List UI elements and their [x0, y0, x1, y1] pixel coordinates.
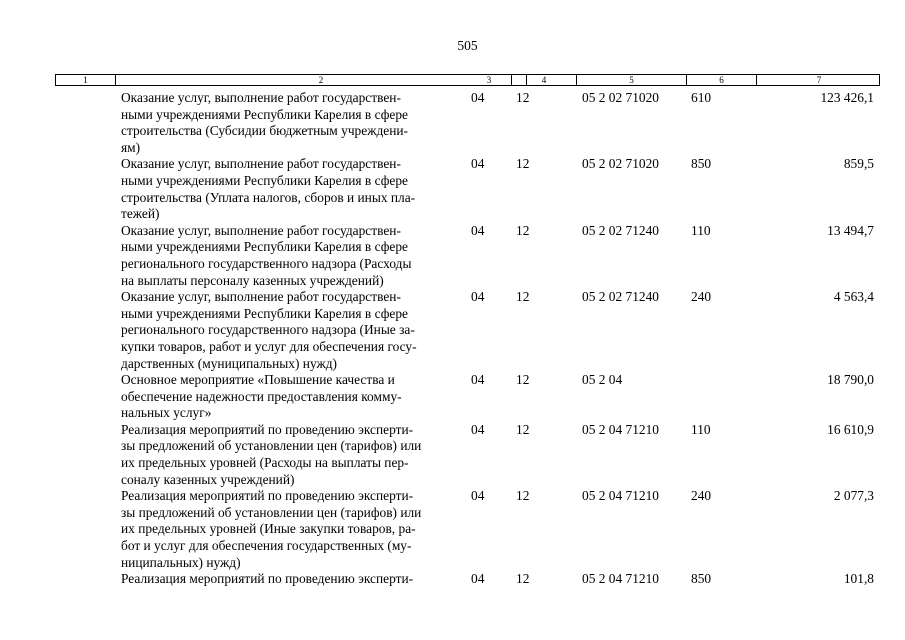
- amount: 4 563,4: [833, 289, 874, 305]
- subsection-code: 12: [516, 289, 530, 305]
- row-description: [121, 289, 466, 372]
- subsection-code: 12: [516, 488, 530, 504]
- section-code: 04: [471, 488, 485, 504]
- target-article-code: 05 2 04 71210: [582, 421, 659, 437]
- page-number: 505: [457, 38, 478, 53]
- target-article-code: 05 2 02 71240: [582, 222, 659, 238]
- expense-type-code: 850: [691, 156, 712, 172]
- target-article-code: 05 2 04 71210: [582, 571, 659, 587]
- description-line: ными учреждениями Республики Карелия в сфере: [121, 239, 408, 255]
- description-line: бот и услуг для обеспечения государственных (му-: [121, 538, 412, 554]
- expense-type-code: 240: [691, 289, 712, 305]
- description-line: на выплаты персоналу казенных учреждений): [121, 272, 384, 288]
- description-line: Оказание услуг, выполнение работ государствен-: [121, 156, 401, 172]
- table-row: [0, 372, 905, 422]
- section-code: 04: [471, 571, 485, 587]
- description-line: дарственных (муниципальных) нужд): [121, 355, 337, 371]
- header-col-2: 2: [116, 75, 527, 85]
- header-col-5: 5: [577, 75, 687, 85]
- header-col-6: 6: [687, 75, 757, 85]
- description-line: обеспечение надежности предоставления комму-: [121, 388, 402, 404]
- header-col-7: 7: [816, 75, 822, 85]
- description-line: регионального государственного надзора (Расходы: [121, 255, 412, 271]
- subsection-code: 12: [516, 156, 530, 172]
- row-description: [121, 571, 466, 588]
- amount: 859,5: [843, 156, 874, 172]
- expense-type-code: 610: [691, 90, 712, 105]
- description-line: ными учреждениями Республики Карелия в сфере: [121, 305, 408, 321]
- section-code: 04: [471, 289, 485, 305]
- expense-type-code: 240: [691, 488, 712, 504]
- target-article-code: 05 2 02 71020: [582, 90, 659, 105]
- description-line: тежей): [121, 206, 160, 222]
- amount: 13 494,7: [827, 222, 874, 238]
- row-description: [121, 488, 466, 571]
- description-line: регионального государственного надзора (Иные за-: [121, 322, 415, 338]
- header-col-4: 4: [512, 75, 577, 85]
- description-line: Реализация мероприятий по проведению эксперти-: [121, 421, 414, 437]
- description-line: Реализация мероприятий по проведению эксперти-: [121, 488, 414, 504]
- row-description: [121, 372, 466, 422]
- expense-type-code: 850: [691, 571, 712, 587]
- section-code: 04: [471, 372, 485, 388]
- target-article-code: 05 2 04: [582, 372, 623, 388]
- table-row: [0, 223, 905, 289]
- row-description: [121, 422, 466, 488]
- description-line: нальных услуг»: [121, 405, 212, 421]
- expense-type-code: 110: [691, 222, 711, 238]
- description-line: ниципальных) нужд): [121, 554, 241, 570]
- amount: 18 790,0: [827, 372, 874, 388]
- section-code: 04: [471, 421, 485, 437]
- section-code: 04: [471, 156, 485, 172]
- table-row: [0, 571, 905, 588]
- description-line: их предельных уровней (Расходы на выплаты пер-: [121, 455, 409, 471]
- header-col-1: 1: [56, 75, 116, 85]
- amount: 101,8: [843, 571, 874, 587]
- table-row: [0, 90, 905, 156]
- table-row: [0, 156, 905, 222]
- table-row: [0, 422, 905, 488]
- description-line: Оказание услуг, выполнение работ государствен-: [121, 90, 401, 105]
- subsection-code: 12: [516, 222, 530, 238]
- amount: 2 077,3: [833, 488, 874, 504]
- row-description: [121, 156, 466, 222]
- description-line: их предельных уровней (Иные закупки товаров, ра-: [121, 521, 416, 537]
- header-col-3: 3: [467, 75, 512, 85]
- description-line: соналу казенных учреждений): [121, 471, 295, 487]
- amount: 123 426,1: [820, 90, 874, 105]
- target-article-code: 05 2 02 71020: [582, 156, 659, 172]
- subsection-code: 12: [516, 421, 530, 437]
- description-line: ям): [121, 139, 141, 155]
- subsection-code: 12: [516, 571, 530, 587]
- description-line: зы предложений об установлении цен (тарифов) или: [121, 438, 422, 454]
- row-description: [121, 223, 466, 289]
- description-line: строительства (Уплата налогов, сборов и иных пла-: [121, 189, 416, 205]
- section-code: 04: [471, 90, 485, 105]
- table-row: [0, 488, 905, 571]
- table-header: [55, 74, 880, 86]
- description-line: Реализация мероприятий по проведению эксперти-: [121, 571, 414, 587]
- description-line: Оказание услуг, выполнение работ государствен-: [121, 289, 401, 305]
- description-line: купки товаров, работ и услуг для обеспечения госу-: [121, 338, 417, 354]
- description-line: строительства (Субсидии бюджетным учреждени-: [121, 123, 408, 139]
- table-row: [0, 289, 905, 372]
- row-description: [121, 90, 466, 156]
- target-article-code: 05 2 02 71240: [582, 289, 659, 305]
- description-line: ными учреждениями Республики Карелия в сфере: [121, 106, 408, 122]
- target-article-code: 05 2 04 71210: [582, 488, 659, 504]
- description-line: ными учреждениями Республики Карелия в сфере: [121, 172, 408, 188]
- description-line: Основное мероприятие «Повышение качества и: [121, 372, 395, 388]
- amount: 16 610,9: [827, 421, 874, 437]
- subsection-code: 12: [516, 372, 530, 388]
- table-body: [0, 90, 905, 588]
- expense-type-code: 110: [691, 421, 711, 437]
- description-line: зы предложений об установлении цен (тарифов) или: [121, 504, 422, 520]
- section-code: 04: [471, 222, 485, 238]
- description-line: Оказание услуг, выполнение работ государствен-: [121, 222, 401, 238]
- subsection-code: 12: [516, 90, 530, 105]
